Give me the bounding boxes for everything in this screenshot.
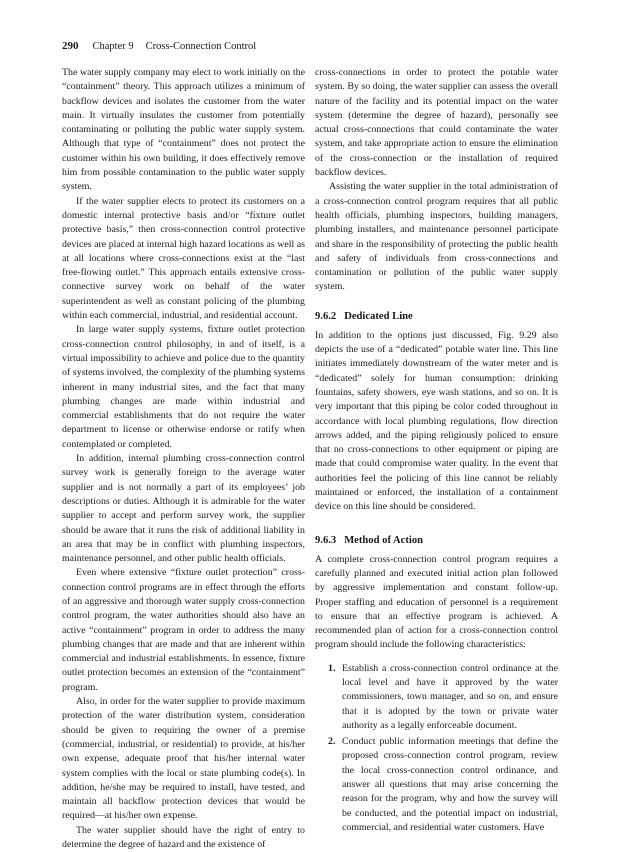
right-column (315, 66, 558, 837)
paragraph: The water supplier should have the right of entry to determine the degree of hazard and the existence of (62, 824, 305, 851)
paragraph: cross-connections in order to protect the potable water system. By so doing, the water supplier can assess the overall nature of the facility and its potential impact on the water system (determine the degree of hazard), personally see actual cross-connections that could contaminate the water system, and take appropriate action to ensure the elimination of the cross-connection or the installation of required backflow devices. (315, 67, 558, 179)
list-item-number: 1. (328, 662, 336, 674)
paragraph: In addition, internal plumbing cross-connection control survey work is generally foreign to the average water supplier and is not normally a part of its employees’ job descriptions or duties. Although it is admirable for the water supplier to accept and perform survey work, the supplier should be aware that it runs the risk of additional liability in an area that may be in conflict with plumbing inspectors, maintenance personnel, and other public health officials. (62, 453, 305, 565)
page-number: 290 (62, 40, 79, 52)
section-heading-method-of-action (315, 534, 558, 548)
list-item-text: Conduct public information meetings that define the proposed cross-connection control program, review the local cross-connection control ordinance, and answer all questions that may arise concerning the reason for the program, why and how the survey will be conducted, and the potential impact on industrial, commercial, and residential water customers. Have (342, 736, 558, 833)
list-item (315, 735, 558, 835)
paragraph: Also, in order for the water supplier to provide maximum protection of the water distribution system, consideration should be given to requiring the owner of a premise (commercial, industrial, or residential) to provide, at his/her own expense, adequate proof that his/her internal water system complies with the local or state plumbing code(s). In addition, he/she may be required to install, have tested, and maintain all backflow protection devices that would be required—at his/her own expense. (62, 696, 305, 822)
section-number: 9.6.2 (315, 310, 337, 322)
left-column (62, 66, 305, 852)
running-header (62, 40, 256, 52)
list-item-text: Establish a cross-connection control ordinance at the local level and have it approved by the water commissioners, town manager, and so on, and ensure that it is adopted by the town or private water authority as a legally enforceable document. (342, 662, 558, 731)
section-heading-dedicated-line (315, 310, 558, 324)
paragraph: In large water supply systems, fixture outlet protection cross-connection control philosophy, in and of itself, is a virtual impossibility to achieve and police due to the quantity of systems involved, the complexity of the plumbing systems inherent in many industrial sites, and the fact that many plumbing changes are made within industrial and commercial establishments that do not require the water department to license or otherwise endorse or ratify when contemplated or completed. (62, 324, 305, 450)
chapter-title: Cross-Connection Control (145, 41, 257, 52)
characteristics-list (315, 662, 558, 836)
section-title: Dedicated Line (344, 310, 413, 322)
paragraph: A complete cross-connection control program requires a carefully planned and executed initial action plan followed by aggressive implementation and constant follow-up. Proper staffing and education of personnel is a requirement to ensure that an effective program is achieved. A recommended plan of action for a cross-connection control program should include the following characteristics: (315, 553, 558, 651)
chapter-label: Chapter 9 (92, 41, 134, 52)
paragraph: Assisting the water supplier in the total administration of a cross-connection control program requires that all public health officials, plumbing inspectors, building managers, plumbing installers, and maintenance personnel participate and share in the responsibility of protecting the public health and safety of individuals from cross-connections and contamination or pollution of the public water supply system. (315, 181, 558, 293)
section-number: 9.6.3 (315, 534, 337, 546)
paragraph: In addition to the options just discussed, Fig. 9.29 also depicts the use of a “dedicated” potable water line. This line initiates immediately downstream of the water meter and is “dedicated” solely for human consumption: drinking fountains, safety showers, eye wash stations, and so on. It is very important that this piping be color coded throughout in accordance with local plumbing regulations, flow direction arrows added, and the piping religiously policed to ensure that no cross-connections to other equipment or piping are made that could compromise water quality. In the event that authorities feel the policing of this line cannot be reliably maintained or enforced, the installation of a containment device on this line should be considered. (315, 329, 558, 513)
paragraph: The water supply company may elect to work initially on the “containment” theory. This approach utilizes a minimum of backflow devices and isolates the customer from the water main. It virtually insulates the customer from potentially contaminating or polluting the public water supply system. Although that type of “containment” does not protect the customer within his own building, it does effectively remove him from possible contamination to the public water supply system. (62, 67, 305, 193)
list-item-number: 2. (328, 736, 336, 748)
list-item (315, 662, 558, 733)
paragraph: If the water supplier elects to protect its customers on a domestic internal protective basis and/or “fixture outlet protective basis,” then cross-connection control protective devices are placed at internal high hazard locations as well as at all locations where cross-connections exist at the “last free-flowing outlet.” This approach entails extensive cross-connective survey work on behalf of the water superintendent as well as constant policing of the plumbing within each commercial, industrial, and residential account. (62, 195, 305, 322)
paragraph: Even where extensive “fixture outlet protection” cross-connection control programs are in effect through the efforts of an aggressive and thorough water supply cross-connection control program, the water authorities should also have an active “containment” program in order to address the many plumbing changes that are made and that are inherent within commercial and industrial establishments. In essence, fixture outlet protection becomes an extension of the “containment” program. (62, 567, 305, 693)
section-title: Method of Action (344, 534, 424, 546)
